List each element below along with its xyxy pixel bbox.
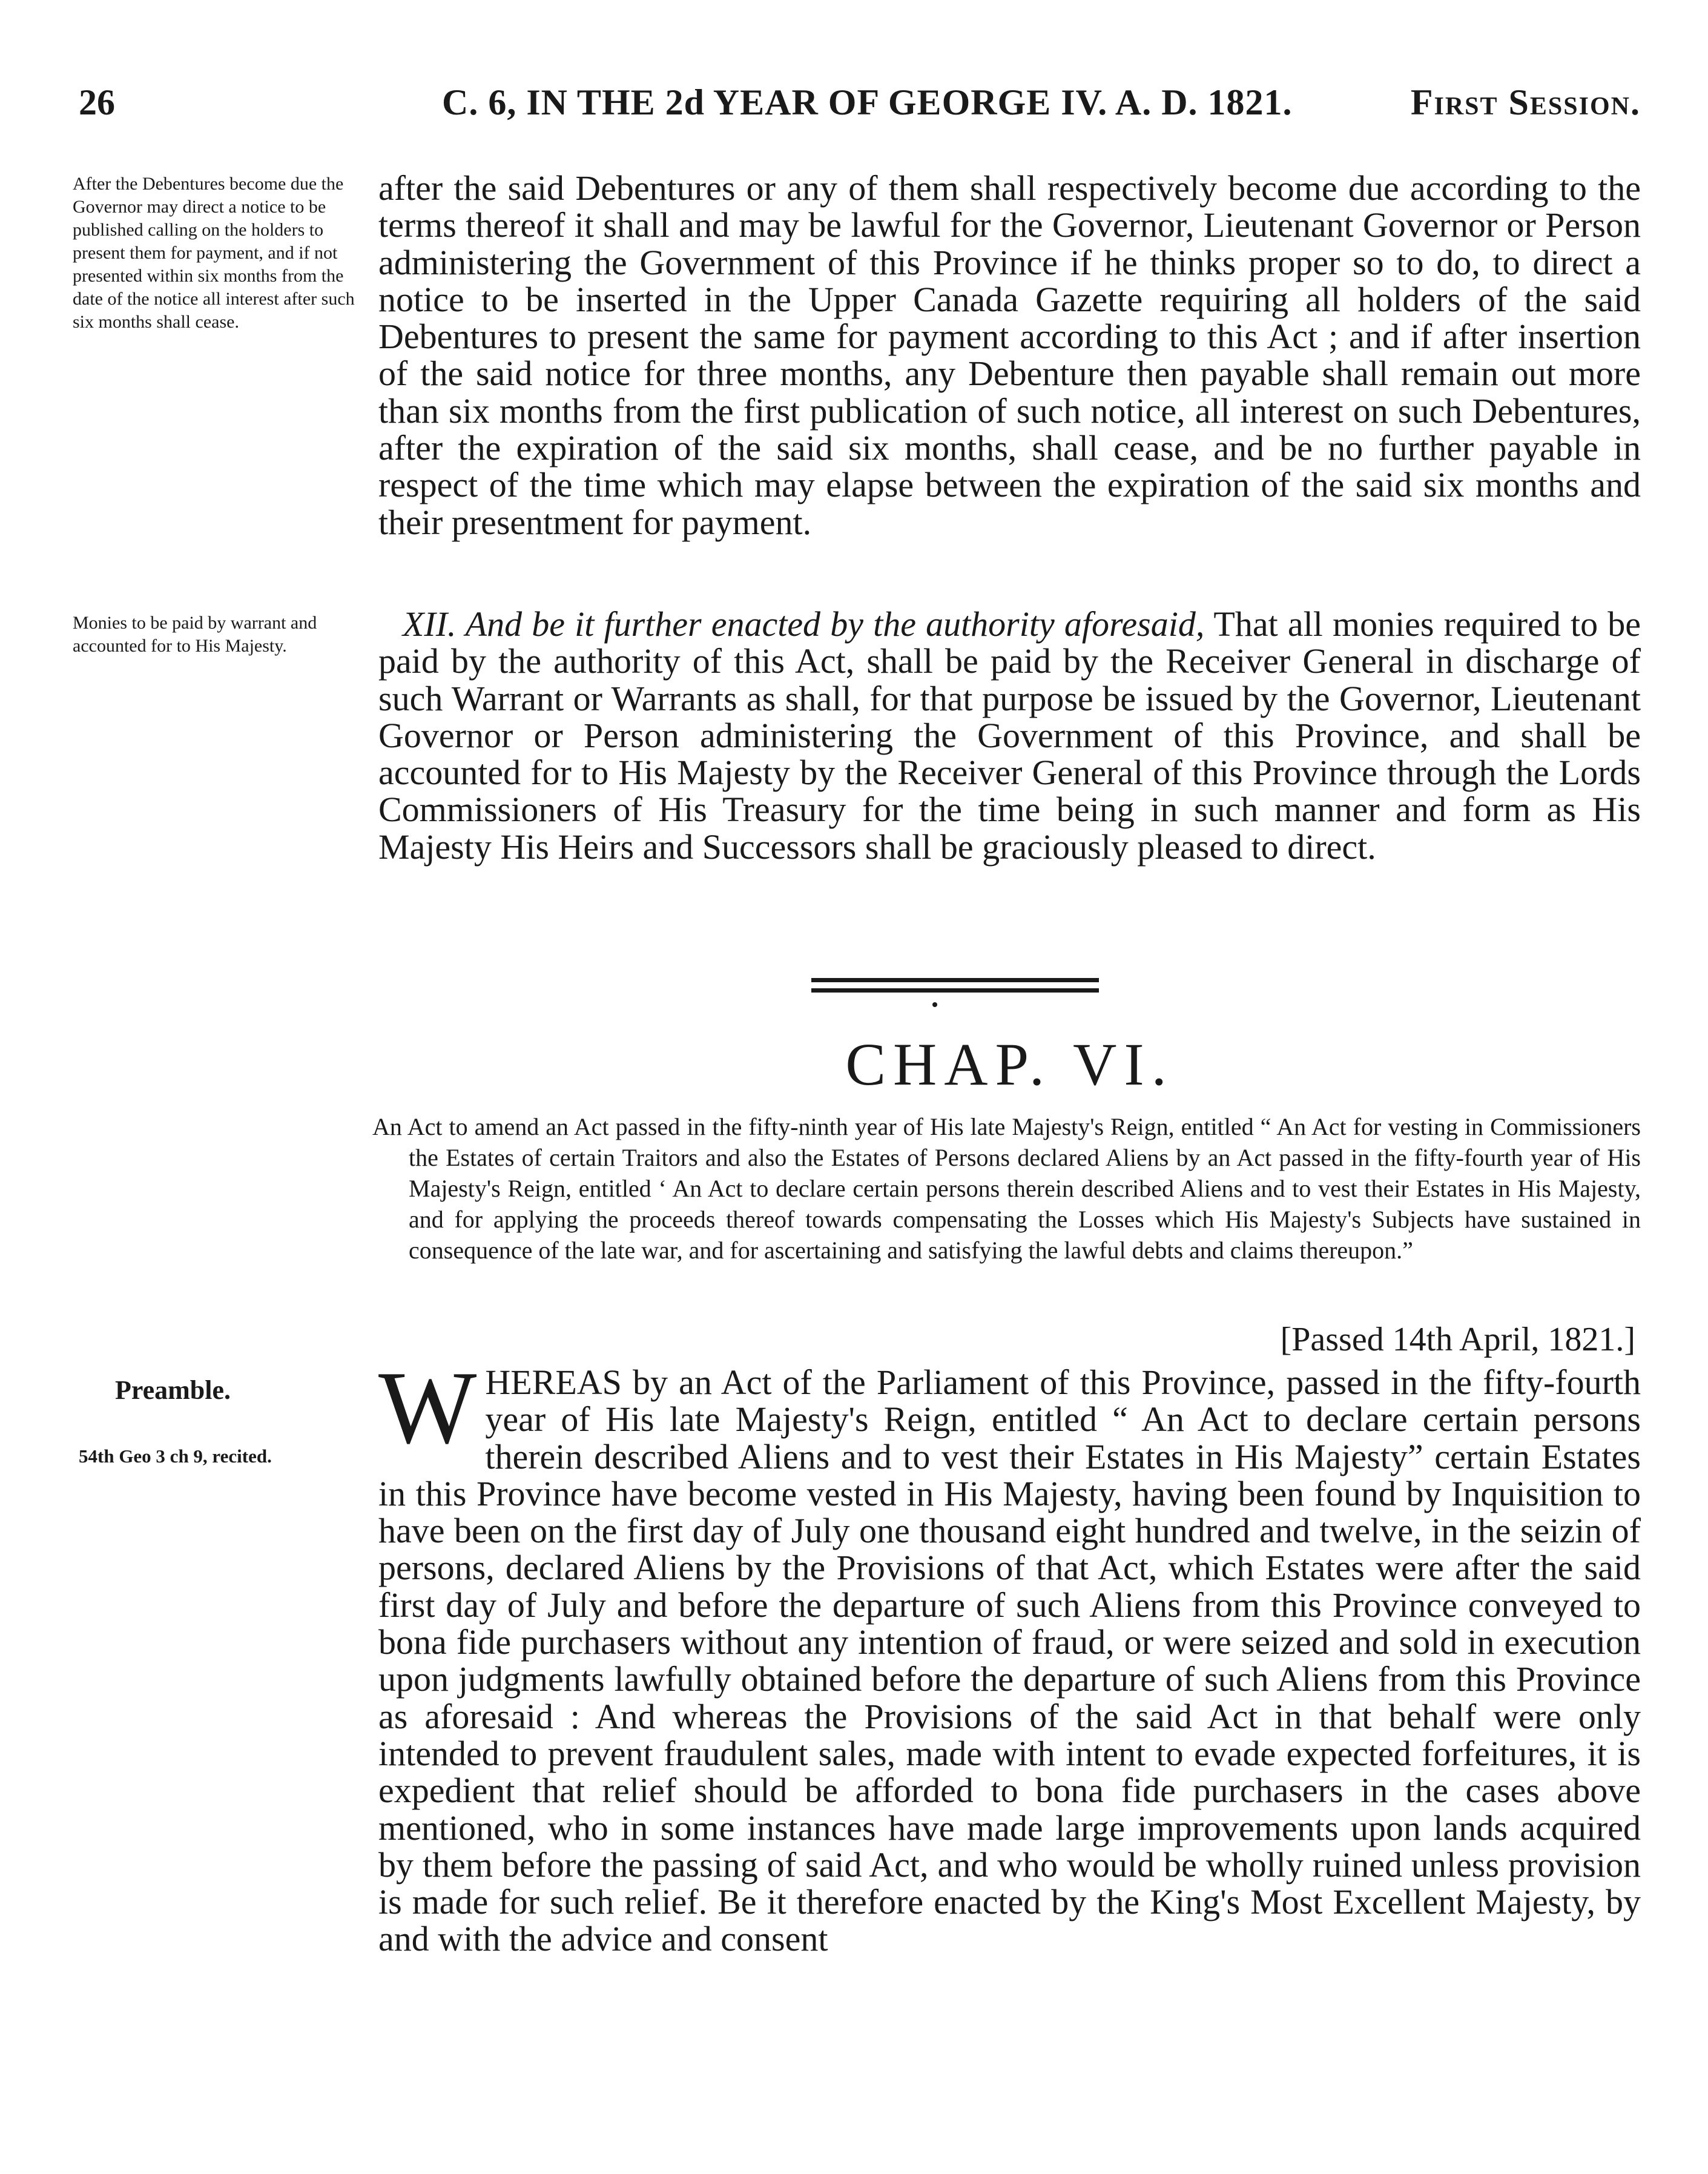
divider-dot xyxy=(932,1002,937,1007)
page-number: 26 xyxy=(79,82,115,122)
passed-date: [Passed 14th April, 1821.] xyxy=(1280,1321,1635,1358)
margin-note-preamble: Preamble. xyxy=(115,1375,231,1405)
act-title: An Act to amend an Act passed in the fifty-ninth year of His late Majesty's Reign, entitled “ An Act for vesting in Commissioners the Estates of certain Traitors and also the Estates of Persons declared Aliens by an Act passed in the fifty-fourth year of His Majesty's Reign, entitled ‘ An Act to declare certain persons therein described Aliens and to vest their Estates in His Majesty, and for applying the proceeds thereof towards compensating the Losses which His Majesty's Subjects have sustained in consequence of the late war, and for ascertaining and satisfying the lawful debts and claims thereupon.” xyxy=(372,1113,1641,1264)
running-head xyxy=(79,82,1641,136)
chapter-heading: CHAP. VI. xyxy=(845,1031,1174,1098)
chapter-divider-top xyxy=(811,978,1099,982)
session-label: First Session. xyxy=(1410,82,1641,122)
margin-note-monies: Monies to be paid by warrant and accounted for to His Majesty. xyxy=(73,613,317,656)
margin-note-debentures: After the Debentures become due the Governor may direct a notice to be published calling on the holders to present them for payment, and if not presented within six months from the date of the notice all interest after such six months shall cease. xyxy=(73,174,355,332)
running-title: C. 6, IN THE 2d YEAR OF GEORGE IV. A. D. 1821. xyxy=(442,82,1293,122)
drop-cap: W xyxy=(378,1350,477,1465)
paragraph-debentures: after the said Debentures or any of them shall respectively become due according to the terms thereof it shall and may be lawful for the Governor, Lieutenant Governor or Person administering the Government of this Province if he thinks proper so to do, to direct a notice to be inserted in the Upper Canada Gazette requiring all holders of the said Debentures to present the same for payment according to this Act ; and if after insertion of the said notice for three months, any Debenture then payable shall remain out more than six months from the first publication of such notice, all interest on such Debentures, after the expiration of the said six months, shall cease, and be no further payable in respect of the time which may elapse between the expiration of the said six months and their presentment for payment. xyxy=(378,168,1641,542)
chapter-divider-bottom xyxy=(811,988,1099,993)
paragraph-section-xii xyxy=(378,606,1641,865)
paragraph-preamble xyxy=(378,1350,1641,1959)
margin-note-cited: 54th Geo 3 ch 9, recited. xyxy=(79,1445,272,1467)
section-xii-text: That all monies required to be paid by the authority of this Act, shall be paid by the Receiver General in discharge of such Warrant or Warrants as shall, for that purpose be issued by the Governor, Lieutenant Governor or Person administering the Government of this Province, and shall be accounted for to His Majesty by the Receiver General of this Province through the Lords Commissioners of His Treasury for the time being in such manner and form as His Majesty His Heirs and Successors shall be graciously pleased to direct. xyxy=(378,604,1641,867)
preamble-text: HEREAS by an Act of the Parliament of this Province, passed in the fifty-fourth year of His late Majesty's Reign, entitled “ An Act to declare certain persons therein described Aliens and to vest their Estates in His Majesty” certain Estates in this Province have become vested in His Majesty, having been found by Inquisition to have been on the first day of July one thousand eight hundred and twelve, in the seizin of persons, declared Aliens by the Provisions of that Act, which Estates were after the said first day of July and before the departure of such Aliens from this Province conveyed to bona fide purchasers without any intention of fraud, or were seized and sold in execution upon judgments lawfully obtained before the departure of such Aliens from this Province as aforesaid : And whereas the Provisions of the said Act in that behalf were only intended to prevent fraudulent sales, made with intent to evade expected forfeitures, it is expedient that relief should be afforded to bona fide purchasers in the cases above mentioned, who in some instances have made large improvements upon lands acquired by them before the passing of said Act, and who would be wholly ruined unless provision is made for such relief. Be it therefore enacted by the King's Most Excellent Majesty, by and with the advice and consent xyxy=(378,1363,1641,1959)
section-xii-lead: XII. And be it further enacted by the authority aforesaid, xyxy=(403,604,1205,644)
